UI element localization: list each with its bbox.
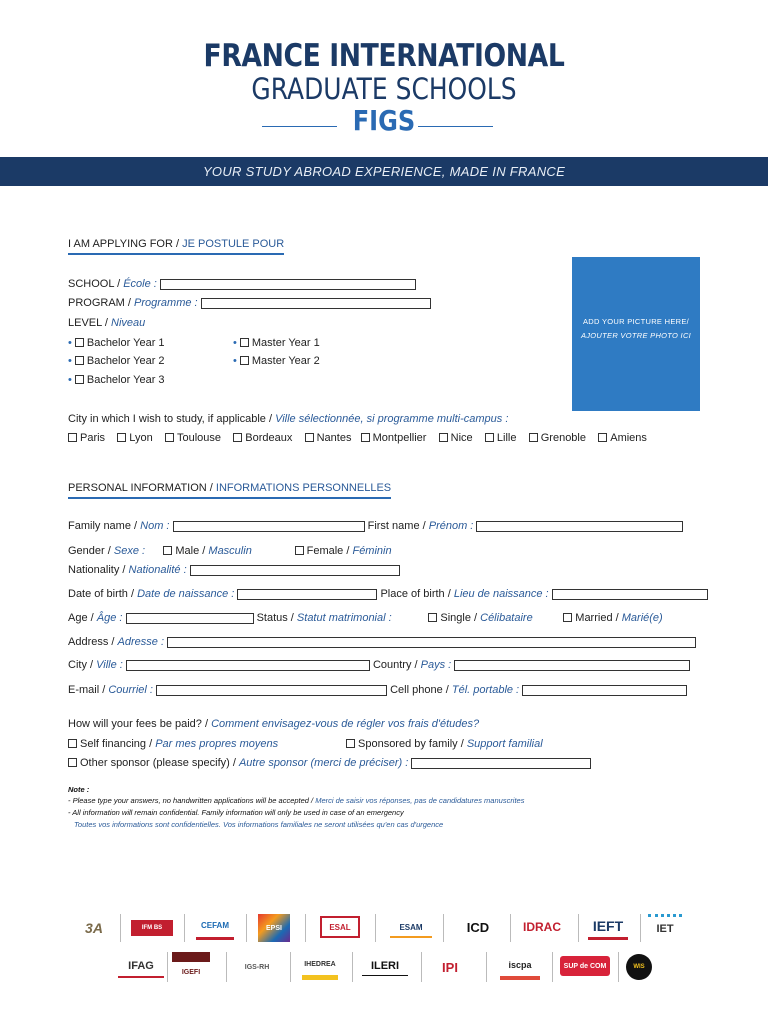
logo-separator: [184, 914, 185, 942]
fees-question: How will your fees be paid? / Comment envisagez-vous de régler vos frais d'études?: [68, 718, 480, 730]
note-title: Note :: [68, 785, 90, 794]
section-title-personal: PERSONAL INFORMATION / INFORMATIONS PERSONNELLES: [68, 482, 391, 499]
header-title-figs: FIGS: [352, 104, 416, 137]
fees-other-row: [68, 757, 591, 770]
checkbox[interactable]: [240, 338, 249, 347]
logo-ifm-bs: IFM BS: [131, 920, 173, 936]
logo-ipi: IPI: [442, 959, 458, 975]
fees-family-option[interactable]: Sponsored by family / Support familial: [346, 738, 543, 751]
age-input[interactable]: [126, 613, 254, 624]
address-input[interactable]: [167, 637, 696, 648]
logo-wis: WIS: [626, 954, 652, 980]
note-line-2: - All information will remain confidential. Family information will only be used in case of an emergency: [68, 808, 404, 817]
logo-separator: [226, 952, 227, 982]
photo-placeholder[interactable]: ADD YOUR PICTURE HERE/ AJOUTER VOTRE PHOTO ICI: [572, 257, 700, 411]
logo-sup-de-com: SUP de COM: [560, 956, 610, 976]
address-row: Address / Adresse :: [68, 636, 696, 649]
logo-iet: IET: [648, 914, 682, 940]
place-of-birth-input[interactable]: [552, 589, 708, 600]
city-country-row: City / Ville : Country / Pays :: [68, 659, 690, 672]
school-input[interactable]: [160, 279, 416, 290]
logo-cefam: CEFAM: [196, 914, 234, 940]
date-of-birth-input[interactable]: [237, 589, 377, 600]
city-question: City in which I wish to study, if applicable / Ville sélectionnée, si programme multi-campus :: [68, 413, 509, 425]
logo-3a: 3A: [85, 920, 103, 936]
email-cell-row: E-mail / Courriel : Cell phone / Tél. portable :: [68, 684, 687, 697]
city-option-nantes[interactable]: Nantes: [305, 432, 352, 444]
level-option-bachelor-2[interactable]: • Bachelor Year 2: [68, 355, 165, 367]
logo-epsi: EPSI: [258, 914, 290, 942]
gender-female-option[interactable]: Female / Féminin: [295, 545, 392, 557]
nationality-row: Nationality / Nationalité :: [68, 564, 400, 577]
logo-separator: [618, 952, 619, 982]
level-option-master-1[interactable]: • Master Year 1: [233, 337, 320, 349]
birth-row: Date of birth / Date de naissance : Place of birth / Lieu de naissance :: [68, 588, 708, 601]
fees-other-option[interactable]: Other sponsor (please specify) / Autre sponsor (merci de préciser) :: [68, 757, 408, 769]
level-label: LEVEL / Niveau: [68, 317, 146, 329]
family-name-row: Family name / Nom : First name / Prénom :: [68, 520, 683, 533]
status-single-option[interactable]: Single / Célibataire: [428, 612, 532, 624]
checkbox[interactable]: [75, 338, 84, 347]
nationality-input[interactable]: [190, 565, 400, 576]
logo-separator: [120, 914, 121, 942]
logo-separator: [486, 952, 487, 982]
gender-male-option[interactable]: Male / Masculin: [163, 545, 251, 557]
note-line-1: - Please type your answers, no handwritten applications will be accepted / Merci de saisir vos réponses, pas de candidatures manuscrites: [68, 796, 525, 805]
logo-separator: [305, 914, 306, 942]
logo-separator: [290, 952, 291, 982]
other-sponsor-input[interactable]: [411, 758, 591, 769]
logo-icd: ICD: [466, 919, 490, 935]
logo-separator: [552, 952, 553, 982]
logo-igs-rh: IGS-RH: [244, 963, 270, 971]
logo-esam: ESAM: [390, 918, 432, 938]
logo-igefi: IGEFI: [172, 952, 210, 982]
school-row: SCHOOL / École :: [68, 278, 416, 291]
checkbox[interactable]: [240, 356, 249, 365]
logo-separator: [640, 914, 641, 942]
level-option-bachelor-1[interactable]: • Bachelor Year 1: [68, 337, 165, 349]
logo-ileri: ILERI: [362, 956, 408, 976]
city-option-amiens[interactable]: Amiens: [598, 432, 647, 444]
city-option-lille[interactable]: Lille: [485, 432, 517, 444]
logo-separator: [375, 914, 376, 942]
gender-row: Gender / Sexe : Male / Masculin Female / Féminin: [68, 545, 392, 557]
fees-self-option[interactable]: Self financing / Par mes propres moyens: [68, 738, 278, 751]
age-status-row: Age / Âge : Status / Statut matrimonial : Single / Célibataire Married / Marié(e): [68, 612, 663, 624]
city-option-toulouse[interactable]: Toulouse: [165, 432, 221, 444]
level-option-master-2[interactable]: • Master Year 2: [233, 355, 320, 367]
email-input[interactable]: [156, 685, 387, 696]
city-option-grenoble[interactable]: Grenoble: [529, 432, 586, 444]
level-option-bachelor-3[interactable]: • Bachelor Year 3: [68, 374, 165, 386]
logo-idrac: IDRAC: [523, 920, 561, 934]
logo-ifag: IFAG: [118, 956, 164, 978]
logo-ieft: IEFT: [588, 914, 628, 940]
city-option-lyon[interactable]: Lyon: [117, 432, 152, 444]
cell-phone-input[interactable]: [522, 685, 687, 696]
city-options: [68, 432, 647, 445]
country-input[interactable]: [454, 660, 690, 671]
family-name-input[interactable]: [173, 521, 365, 532]
logo-separator: [578, 914, 579, 942]
city-input[interactable]: [126, 660, 370, 671]
logo-separator: [421, 952, 422, 982]
tagline-banner: YOUR STUDY ABROAD EXPERIENCE, MADE IN FRANCE: [0, 157, 768, 186]
program-input[interactable]: [201, 298, 431, 309]
note-line-3: Toutes vos informations sont confidentielles. Vos informations familiales ne seront utilisées qu'en cas d'urgence: [74, 820, 444, 829]
logo-separator: [510, 914, 511, 942]
logo-esal: ESAL: [320, 916, 360, 938]
city-option-bordeaux[interactable]: Bordeaux: [233, 432, 292, 444]
logo-separator: [167, 952, 168, 982]
status-married-option[interactable]: Married / Marié(e): [563, 612, 662, 624]
logo-separator: [352, 952, 353, 982]
city-option-paris[interactable]: Paris: [68, 432, 105, 444]
header-title-line1: FRANCE INTERNATIONAL: [203, 38, 565, 74]
city-option-nice[interactable]: Nice: [439, 432, 473, 444]
header-title-line2: GRADUATE SCHOOLS: [251, 72, 517, 106]
logo-separator: [246, 914, 247, 942]
header-rule-right: [418, 126, 493, 127]
checkbox[interactable]: [75, 375, 84, 384]
logo-separator: [443, 914, 444, 942]
first-name-input[interactable]: [476, 521, 683, 532]
city-option-montpellier[interactable]: Montpellier: [361, 432, 427, 444]
logo-iscpa: iscpa: [500, 954, 540, 980]
logo-ihedrea: IHEDREA: [302, 954, 338, 980]
program-row: PROGRAM / Programme :: [68, 297, 431, 310]
section-title-applying: I AM APPLYING FOR / JE POSTULE POUR: [68, 238, 284, 255]
checkbox[interactable]: [75, 356, 84, 365]
